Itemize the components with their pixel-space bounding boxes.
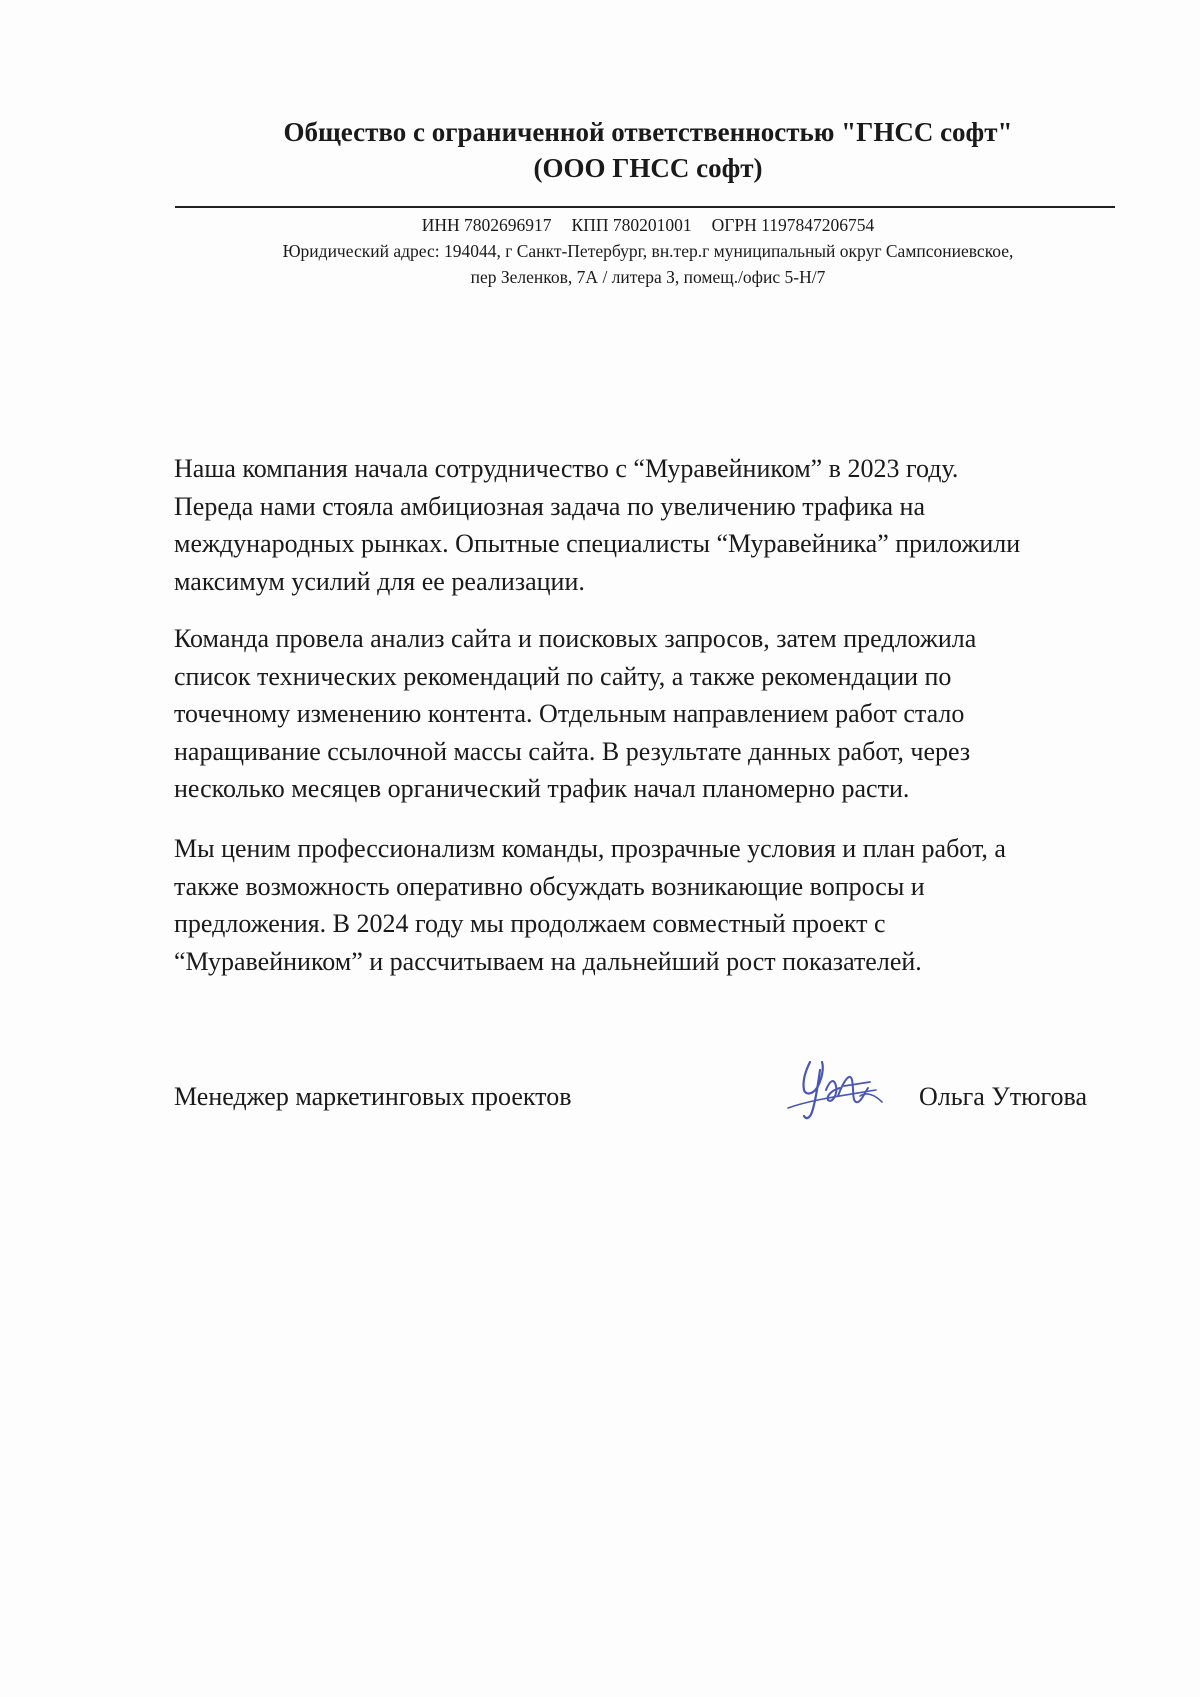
paragraph-1 <box>174 450 1134 600</box>
header-divider <box>175 206 1115 208</box>
signature-block <box>0 1070 1200 1130</box>
paragraph-line: “Муравейником” и рассчитываем на дальнейший рост показателей. <box>174 946 922 976</box>
signer-position: Менеджер маркетинговых проектов <box>174 1082 572 1111</box>
paragraph-line: максимум усилий для ее реализации. <box>174 566 585 596</box>
company-short-name: (ООО ГНСС софт) <box>533 153 763 183</box>
paragraph-line: список технических рекомендаций по сайту, а также рекомендации по <box>174 661 952 691</box>
paragraph-line: также возможность оперативно обсуждать возникающие вопросы и <box>174 871 925 901</box>
paragraph-line: Мы ценим профессионализм команды, прозрачные условия и план работ, а <box>174 834 1006 863</box>
signer-name: Ольга Утюгова <box>919 1082 1087 1111</box>
paragraph-2 <box>174 620 1134 808</box>
paragraph-3 <box>174 830 1134 980</box>
paragraph-line: несколько месяцев органический трафик начал планомерно расти. <box>174 774 910 803</box>
legal-address-line-2: пер Зеленков, 7А / литера З, помещ./офис 5-Н/7 <box>470 267 826 287</box>
company-name: Общество с ограниченной ответственностью "ГНСС софт" <box>283 117 1013 147</box>
paragraph-line: Переда нами стояла амбициозная задача по увеличению трафика на <box>174 491 925 521</box>
kpp-number: КПП 780201001 <box>571 215 692 235</box>
ogrn-number: ОГРН 1197847206754 <box>711 215 875 235</box>
paragraph-line: наращивание ссылочной массы сайта. В результате данных работ, через <box>174 736 971 766</box>
paragraph-line: Наша компания начала сотрудничество с “Муравейником” в 2023 году. <box>174 454 959 483</box>
paragraph-line: международных рынках. Опытные специалисты “Муравейника” приложили <box>174 529 1021 558</box>
paragraph-line: предложения. В 2024 году мы продолжаем совместный проект с <box>174 909 886 938</box>
paragraph-line: точечному изменению контента. Отдельным направлением работ стало <box>174 699 965 728</box>
company-registration-numbers <box>48 212 1200 238</box>
inn-number: ИНН 7802696917 <box>421 215 552 235</box>
paragraph-line: Команда провела анализ сайта и поисковых запросов, затем предложила <box>174 624 977 653</box>
handwritten-signature <box>780 1050 890 1130</box>
legal-address-line-1: Юридический адрес: 194044, г Санкт-Петербург, вн.тер.г муниципальный округ Сампсониевское, <box>282 241 1014 261</box>
